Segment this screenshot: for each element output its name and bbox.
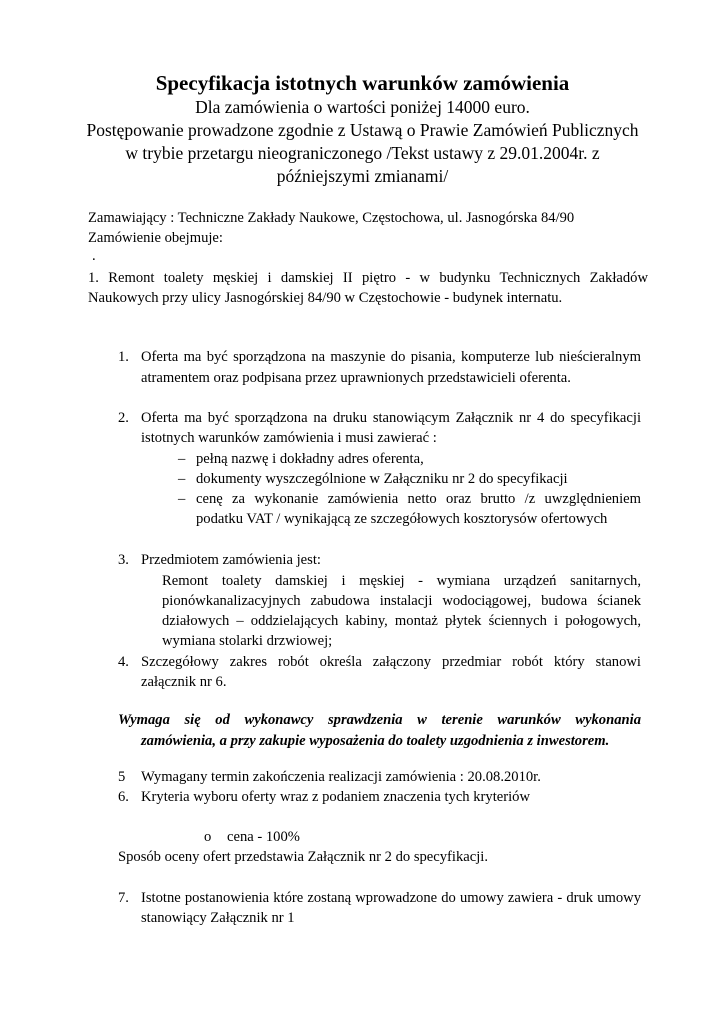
subtitle-line: Postępowanie prowadzone zgodnie z Ustawą o Prawie Zamówień Publicznych [86,120,639,140]
item1-line: Naukowych przy ulicy Jasnogórskiej 84/90 w Częstochowie - budynek internatu. [88,290,563,306]
point7-line: Istotne postanowienia które zostaną wprowadzone do umowy zawiera - druk umowy [141,890,641,906]
document-title: Specyfikacja istotnych warunków zamówienia [155,71,570,95]
dash-marker: – [178,471,186,487]
dash-marker: – [178,451,186,467]
point6-text: Kryteria wyboru oferty wraz z podaniem znaczenia tych kryteriów [141,789,530,805]
bold-note-line: Wymaga się od wykonawcy sprawdzenia w terenie warunków wykonania [118,712,641,728]
list-number: 4. [118,654,129,670]
contracting-party: Zamawiający : Techniczne Zakłady Naukowe, Częstochowa, ul. Jasnogórska 84/90 [88,210,575,226]
item1-line: 1. Remont toalety męskiej i damskiej II piętro - w budynku Technicznych Zakładów [88,270,648,286]
point3-heading: Przedmiotem zamówienia jest: [141,552,321,568]
point2-line: Oferta ma być sporządzona na druku stanowiącym Załącznik nr 4 do specyfikacji [141,410,641,426]
point3-line: działowych – oddzielających kabiny, montaż płytek ściennych i połogowych, [162,613,641,629]
scope-heading: Zamówienie obejmuje: [88,230,223,246]
dash-item: podatku VAT / wynikającą ze szczegółowych kosztorysów ofertowych [196,511,608,527]
header-block [70,70,655,188]
subtitle-line: w trybie przetargu nieograniczonego /Tekst ustawy z 29.01.2004r. z [125,143,600,163]
point4-line: Szczegółowy zakres robót określa załączony przedmiar robót który stanowi [141,654,641,670]
dot-mark: . [92,248,96,264]
dash-item: pełną nazwę i dokładny adres oferenta, [196,451,424,467]
list-number: 6. [118,789,129,805]
list-number: 7. [118,890,129,906]
subtitle-line: Dla zamówienia o wartości poniżej 14000 euro. [195,97,530,117]
point5-text: Wymagany termin zakończenia realizacji zamówienia : 20.08.2010r. [141,769,541,785]
point1-line: Oferta ma być sporządzona na maszynie do pisania, komputerze lub nieścieralnym [141,349,641,365]
dash-item: dokumenty wyszczególnione w Załączniku nr 2 do specyfikacji [196,471,568,487]
point3-line: Remont toalety damskiej i męskiej - wymiana urządzeń sanitarnych, [162,573,641,589]
point3-line: pionówkanalizacyjnych zabudowa instalacji wodociągowej, budowa ścianek [162,593,641,609]
point3-line: wymiana stolarki drzwiowej; [162,633,333,649]
list-number: 1. [118,349,129,365]
point4-line: załącznik nr 6. [141,674,227,690]
dash-item: cenę za wykonanie zamówienia netto oraz brutto /z uwzględnieniem [196,491,641,507]
list-number: 3. [118,552,129,568]
point7-line: stanowiący Załącznik nr 1 [141,910,295,926]
subtitle-line: późniejszymi zmianami/ [276,166,449,186]
bullet-marker: o [204,829,212,845]
point1-line: atramentem oraz podpisana przez uprawnionych przedstawicieli oferenta. [141,370,571,386]
list-number: 2. [118,410,129,426]
list-number: 5 [118,769,126,785]
evaluation-method: Sposób oceny ofert przedstawia Załącznik nr 2 do specyfikacji. [118,849,488,865]
point2-line: istotnych warunków zamówienia i musi zawierać : [141,430,437,446]
dash-marker: – [178,491,186,507]
criterion-price: cena - 100% [227,829,300,845]
bold-note-line: zamówienia, a przy zakupie wyposażenia do toalety uzgodnienia z inwestorem. [141,733,610,749]
